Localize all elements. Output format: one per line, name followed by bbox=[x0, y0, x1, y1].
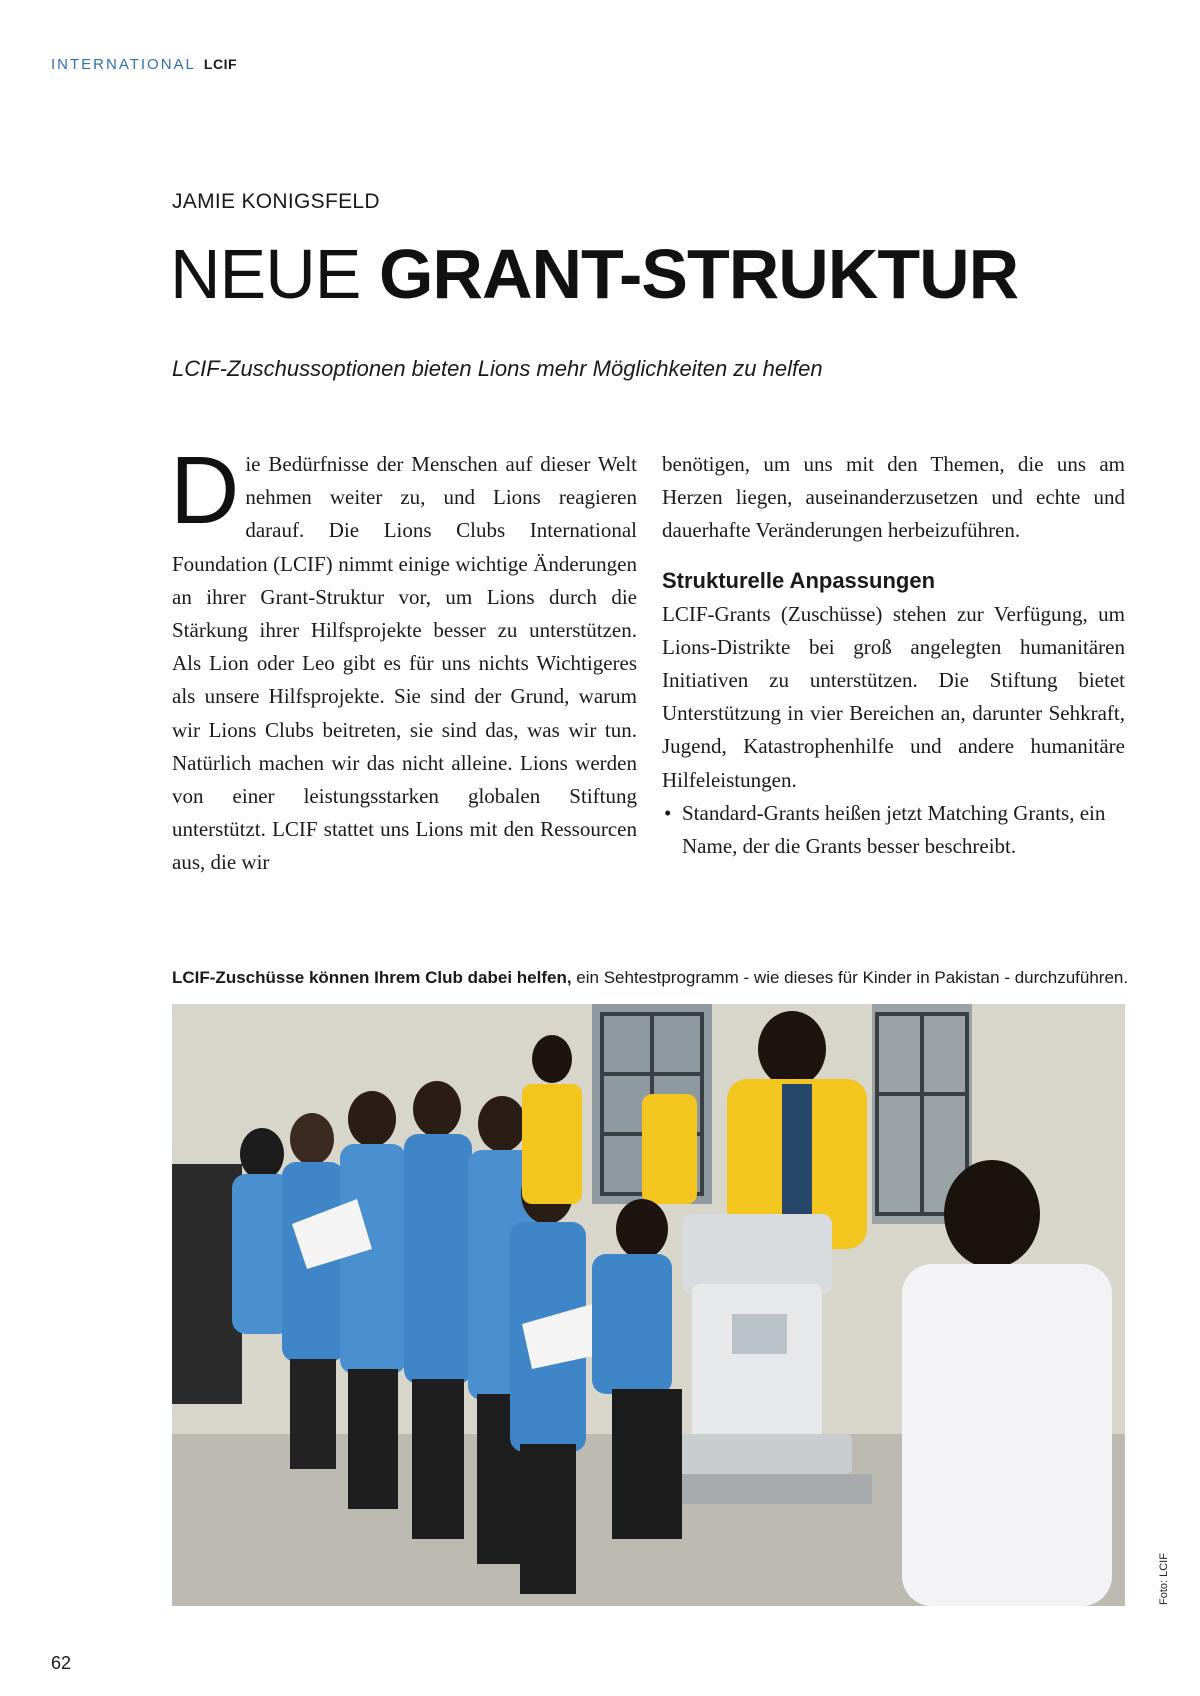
section-subheading: Strukturelle Anpassungen bbox=[662, 567, 936, 593]
article-title bbox=[170, 232, 1018, 316]
page-number: 62 bbox=[51, 1653, 72, 1673]
subsection-label: LCIF bbox=[203, 56, 238, 72]
section-label: INTERNATIONAL bbox=[51, 56, 196, 73]
photo-credit: Foto: LCIF bbox=[1158, 1553, 1170, 1605]
photo-caption bbox=[172, 968, 1129, 988]
intro-paragraph bbox=[170, 437, 637, 880]
continued-paragraph: benötigen, um uns mit den Themen, die uns am Herzen liegen, auseinanderzusetzen und echte und dauerhafte Veränderungen herbeizuführen. bbox=[662, 452, 1125, 543]
drop-cap: D bbox=[170, 437, 240, 544]
text-column-left bbox=[170, 437, 637, 880]
eye-test-photo bbox=[172, 1004, 1125, 1606]
article-subtitle: LCIF-Zuschussoptionen bieten Lions mehr Möglichkeiten zu helfen bbox=[172, 356, 823, 381]
article-author: JAMIE KONIGSFELD bbox=[172, 190, 380, 213]
title-light-part: NEUE bbox=[170, 235, 361, 313]
structure-paragraph: LCIF-Grants (Zuschüsse) stehen zur Verfügung, um Lions-Distrikte bei groß angelegten humanitären Initiativen zu unterstützen. Die Stiftung bietet Unterstützung in vier Bereichen an, darunter Sehkraft, Jugend, Katastrophenhilfe und andere humanitäre Hilfeleistungen. bbox=[662, 601, 1125, 792]
caption-lead: LCIF-Zuschüsse können Ihrem Club dabei helfen, bbox=[172, 968, 572, 987]
caption-text: ein Sehtestprogramm - wie dieses für Kinder in Pakistan - durchzuführen. bbox=[571, 968, 1129, 987]
text-column-right bbox=[662, 448, 1125, 863]
intro-paragraph-text: ie Bedürfnisse der Menschen auf dieser Welt nehmen weiter zu, und Lions reagieren darauf. Die Lions Clubs International Foundation (LCIF) nimmt einige wichtige Änderungen an ihrer Grant-Struktur vor, um Lions durch die Stärkung ihrer Hilfsprojekte besser zu unterstützen. Als Lion oder Leo gibt es für uns nichts Wichtigeres als unsere Hilfsprojekte. Sie sind der Grund, warum wir Lions Clubs beitreten, sie sind das, was wir tun. Natürlich machen wir das nicht alleine. Lions werden von einer leistungsstarken globalen Stiftung unterstützt. LCIF stattet uns Lions mit den Ressourcen aus, die wir bbox=[172, 452, 637, 875]
bullet-list bbox=[662, 797, 1125, 863]
photo-illustration bbox=[172, 1004, 1125, 1606]
bullet-item: • Standard-Grants heißen jetzt Matching Grants, ein Name, der die Grants besser beschreibt. bbox=[662, 797, 1125, 863]
running-header bbox=[51, 56, 237, 73]
title-bold-part: GRANT-STRUKTUR bbox=[378, 235, 1019, 313]
